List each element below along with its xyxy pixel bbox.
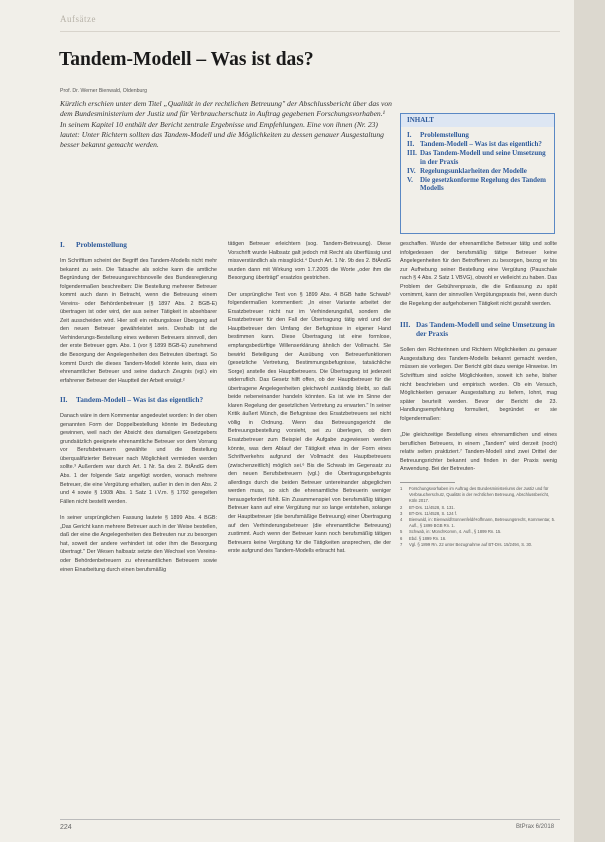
footnote-text: Ebd. § 1899 Rn. 16.	[409, 535, 447, 541]
footnote-text: BT-Drs. 11/4528, S. 131.	[409, 504, 455, 510]
footnote-list	[400, 486, 557, 548]
body-paragraph: „Die gleichzeitige Bestellung eines ehrenamtlichen und eines beruflichen Betreuers, in einem „Tandem" wird derzeit (noch) relativ selten praktiziert.⁷ Tandem-Modell sind zwei Drittel der Betreuungsrichter bekannt und finden in der Praxis wenig Anwendung. Bei der Betreuten-	[400, 432, 557, 473]
toc-item-number: I.	[407, 131, 412, 139]
toc-item-label: Problemstellung	[420, 131, 469, 139]
body-paragraph: geschaffen. Wurde der ehrenamtliche Betreuer tätig und sollte infolgedessen der berufsmäßig tätige Betreuer keine Angelegenheiten für den Betroffenen zu besorgen, bezog er bis zur Aufhebung seiner Bestellung eine Vergütung (Pauschale nach § 4 Abs. 2 Satz 1 VBVG), obwohl er vielleicht zu haben. Das Problem der Gebührenpraxis, die die Entlassung zu spät vornimmt, kann der sinnvollen Vergütungspraxis frei, wenn durch die Regelung der aufgehobenen Tätigkeit nicht gezahlt werden.	[400, 241, 558, 307]
body-paragraph: Sollen den Richterinnen und Richtern Möglichkeiten zu genauer Ausgestaltung des Tandem-Modells bekannt gemacht werden, müssen sie vorliegen. Der Bericht gibt dazu wenige Hinweise. Im Schrifttum sind solche Möglichkeiten, soweit ich sehe, bisher nicht beschrieben und empirisch worden. Ob ein Versuch, Möglichkeiten genauer Ausgestaltung zu liefern, lohnt, mag später beurteilt werden. Bevor der Bericht die 23. Handlungsempfehlung formuliert, begründet er sie folgendermaßen:	[400, 347, 557, 422]
toc-title: INHALT	[401, 114, 554, 127]
section-heading	[60, 395, 217, 404]
section-number: I.	[60, 240, 65, 249]
toc-item-number: III.	[407, 149, 417, 158]
journal-issue: BtPrax 6/2018	[516, 824, 555, 830]
body-paragraph: In seiner ursprünglichen Fassung lautete § 1899 Abs. 4 BGB: „Das Gericht kann mehrere Betreuer auch in der Weise bestellen, daß der eine die Angelegenheiten des Betreuten nur zu besorgen hat, soweit der andere verhindert ist oder ihm die Besorgung übertragt." Der Wesen halbsatz setzte den Wechsel von Vereins- oder Behördenbetreuern zu ehrenamtlichen Betreuern sowie einen Einarbeitung durch einen berufsmäßig	[60, 515, 217, 573]
footnote-text: BT-Drs. 11/4528, S. 124 f.	[409, 510, 458, 516]
toc-item-label: Regelungsunklarheiten der Modelle	[420, 166, 527, 175]
section-number: III.	[400, 320, 411, 330]
page-edge-shadow	[574, 0, 605, 842]
footnote-number: 6	[400, 535, 403, 541]
toc-item[interactable]	[407, 176, 550, 192]
toc-item-number: V.	[407, 176, 413, 185]
section-rubric: Aufsätze	[60, 14, 96, 24]
toc-item[interactable]	[407, 167, 550, 175]
toc-item[interactable]	[407, 131, 550, 139]
body-paragraph: tätigen Betreuer erleichtern (sog. Tandem-Betreuung). Diese Vorschrift wurde Halbsatz galt jedoch mit Recht als überflüssig und missverständlich als missglückt.⁴ Durch Art. 1 Nr. 9b des 2. BtÄndG wurden dann mit Wirkung vom 1.7.2005 die Worte „oder ihm die Besorgung überträgt" ersatzlos gestrichen.	[228, 241, 391, 282]
toc-item-label: Das Tandem-Modell und seine Umsetzung in der Praxis	[420, 149, 546, 166]
toc-item[interactable]	[407, 140, 550, 148]
section-heading	[400, 320, 557, 338]
article-title: Tandem-Modell – Was ist das?	[59, 49, 314, 70]
toc-item-label: Tandem-Modell – Was ist das eigentlich?	[420, 140, 542, 149]
toc-item-number: II.	[407, 140, 415, 149]
footnote-text: Vgl. § 1899 Rn. 22 unter Bezugnahme auf BT-Drs. 15/2494, S. 30.	[409, 541, 533, 547]
footnote-text: Bienwald, in: Bienwald/Sonnenfeld/Hoffmann, Betreuungsrecht, Kommentar, 5. Aufl., § 1899 BGB Rn. 1.	[409, 517, 556, 529]
footnote-number: 4	[400, 517, 403, 523]
footnote	[400, 517, 557, 529]
footnote-number: 3	[400, 510, 403, 516]
footnote-number: 2	[400, 504, 403, 510]
footnote-number: 7	[400, 541, 403, 547]
body-paragraph: Der ursprüngliche Text von § 1899 Abs. 4 BGB hatte Schwab⁵ folgendermaßen kommentiert: „In einer Variante arbeitet der Ersatzbetreuer nicht nur im Verhinderungsfall, sondern die Ersatzbetreuer für den Fall der Übertragung tätig wird und der Hauptbetreuer den Umfang der Befugnisse in eigener Hand bestimmen kann. Diese Übertragung ist eine formlose, empfangsbedürftige Willenserklärung ähnlich der Vollmacht. Sie bewirkt Beteiligung der Ausübung von Betreuerfunktionen (gesetzliche Vertretung, Bestimmungsbefugnisse, tatsächliche Sorge) anstelle des Hauptbetreuers. Die Übertragung ist jederzeit widerruflich. Das Gesetz hilft offen, ob der Hauptbetreuer für die übertragene Angelegenheiten gleichwohl zuständig bleibt, so daß beide nebeneinander handeln könnten. Es ist wie im Sinne der klaren Regelung der gesetzlichen Vertretung zu erwarten." In seiner Kritik äußert Münch, die Befugnisse des Ersatzbetreuers sei nicht völlig in Ordnung. Wenn das Betreuungsgericht die Betreuungsbestellung vorsieht, sei zu überlegen, ob dem Ersatzbetreuer zum Beispiel die Aufgabe zugewiesen werden könnte, was dem Ablauf der Tätigkeit etwa in der Form eines Schriftverkehrs aufgrund der Vollmacht des Hauptbetreuers (zwischenzeitlich) möglich sei.⁶ Bis die Schwab im Gegensatz zu den neuen Berufsbetreuern (vgl.) die Übertragungsbefugnis allerdings durch die beiden Betreuer untereinander abgeglichen werden muss, so sich die ehrenamtliche Betreuerin weniger herausgefordert fühlt. Ein Zusammenspiel von berufsmäßig tätigen Betreuer kann auf eine Vergütung nur so lange entstehen, solange der Hauptbetreuer (die berufsmäßige Betreuung) einer Übertragung auf den Verhinderungsbetreuer (die ehrenamtliche Betreuung) zustimmt. Auch wenn der Betreuer kann noch berufsmäßig tätigen Betreuers keine Vergütung für die Tätigkeiten ansprechen, die der erste aufgrund des Tandem-Modells erbracht hat.	[228, 291, 391, 555]
lead-paragraph: Kürzlich erschien unter dem Titel „Qualität in der rechtlichen Betreuung" der Abschlussbericht über das von dem Bundesministerium der Justiz und für Verbraucherschutz in Auftrag gegebenen Forschungsvorhaben.¹ In seinem Kapitel 10 enthält der Bericht zentrale Ergebnisse und Empfehlungen. Eine von ihnen (Nr. 23) lautet: Unter Richtern sollten das Tandem-Modell und die Möglichkeiten zu dessen genauer Ausgestaltung besser bekannt gemacht werden.	[60, 99, 392, 150]
page-number: 224	[60, 824, 72, 831]
section-title: Problemstellung	[76, 240, 127, 249]
section-heading	[60, 240, 217, 249]
section-title: Das Tandem-Modell und seine Umsetzung in der Praxis	[416, 320, 555, 339]
footnote-rule	[400, 482, 455, 483]
section-title: Tandem-Modell – Was ist das eigentlich?	[76, 395, 204, 405]
footnote-number: 5	[400, 529, 403, 535]
footnote-text: Forschungsvorhaben im Auftrag des Bundesministeriums der Justiz und für Verbraucherschutz, Qualität in der rechtlichen Betreuung, Abschlussbericht, Köln 2017.	[409, 486, 550, 504]
table-of-contents-box	[400, 113, 555, 234]
footer-rule	[60, 819, 560, 820]
footnote-number: 1	[400, 486, 403, 492]
section-number: II.	[60, 395, 68, 405]
toc-item[interactable]	[407, 149, 550, 165]
toc-list	[401, 131, 554, 192]
body-paragraph: Danach wäre in dem Kommentar angedeutet worden: In der oben genannten Form der Doppelbestellung könnte im Bedeutung gewinnen, weil nach der Absicht des damaligen Gesetzgebers grundsätzlich geeignete ehrenamtliche Betreuer vor dem Vorrang vor Berufsbetreuern gewählte und die Bestellung überqualifizierter Betreuer nach Möglichkeit vermieden werden sollte.³ Außerdem war durch Art. 1 Nr. 5a des 2. BtÄndG dem Abs. 1 der folgende Satz angefügt worden, wonach mehrere Betreuer, die eine Vergütung erhalten, außer in den in den Abs. 2 und 4 sowie § 1908i Abs. 1 Satz 1 i.V.m. § 1792 geregelten Fällen nicht bestellt werden.	[60, 413, 217, 505]
header-rule	[60, 31, 560, 32]
toc-item-label: Die gesetzkonforme Regelung des Tandem Modells	[420, 176, 546, 193]
text-column-right	[400, 240, 557, 548]
toc-item-number: IV.	[407, 166, 416, 175]
text-column-left	[60, 240, 217, 574]
body-paragraph: Im Schrifttum scheint der Begriff des Tandem-Modells nicht mehr bekannt zu sein. Die Tatsache als solche kann die amtliche Begründung der Betreuungsrechtsnovelle des Bundesregierung folgendermaßen beschreiben: Die Bestellung mehrerer Betreuer kommt auch dann in Betracht, wenn die Betreuung einem Vereins- oder Behördenbetreuer (§ 1897 Abs. 2 BGB-E) übertragen ist oder wird, der aus seiner Tätigkeit in absehbarer Zeit ausscheiden wird. Hier soll ein reibungsloser Übergang auf den neuen Betreuer gewährleistet sein. Deshalb ist die Verhinderungs-Bestellung eines weiteren Betreuers sinnvoll, den der erste Betreuer ggm. Abs. 1 (vor § 1899 BGB-E) zunehmend die Besorgung der Angelegenheiten des Betreuten übertragt. So kommt Durch die dieses Tandem-Modell könnte kein, dass ein ehrenamtlicher Betreuer und seine dadurch Zeugnis (vgl.) ein erfahrener Betreuer der Hauptteil der Arbeit erwägt.²	[60, 258, 217, 384]
footnote	[400, 486, 557, 505]
author-line: Prof. Dr. Werner Bienwald, Oldenburg	[60, 88, 147, 94]
footnote-text: Schwab, in: MünchKomm, 4. Aufl., § 1899 Rn. 15.	[409, 529, 502, 535]
footnote	[400, 542, 557, 548]
text-column-middle	[228, 240, 391, 556]
